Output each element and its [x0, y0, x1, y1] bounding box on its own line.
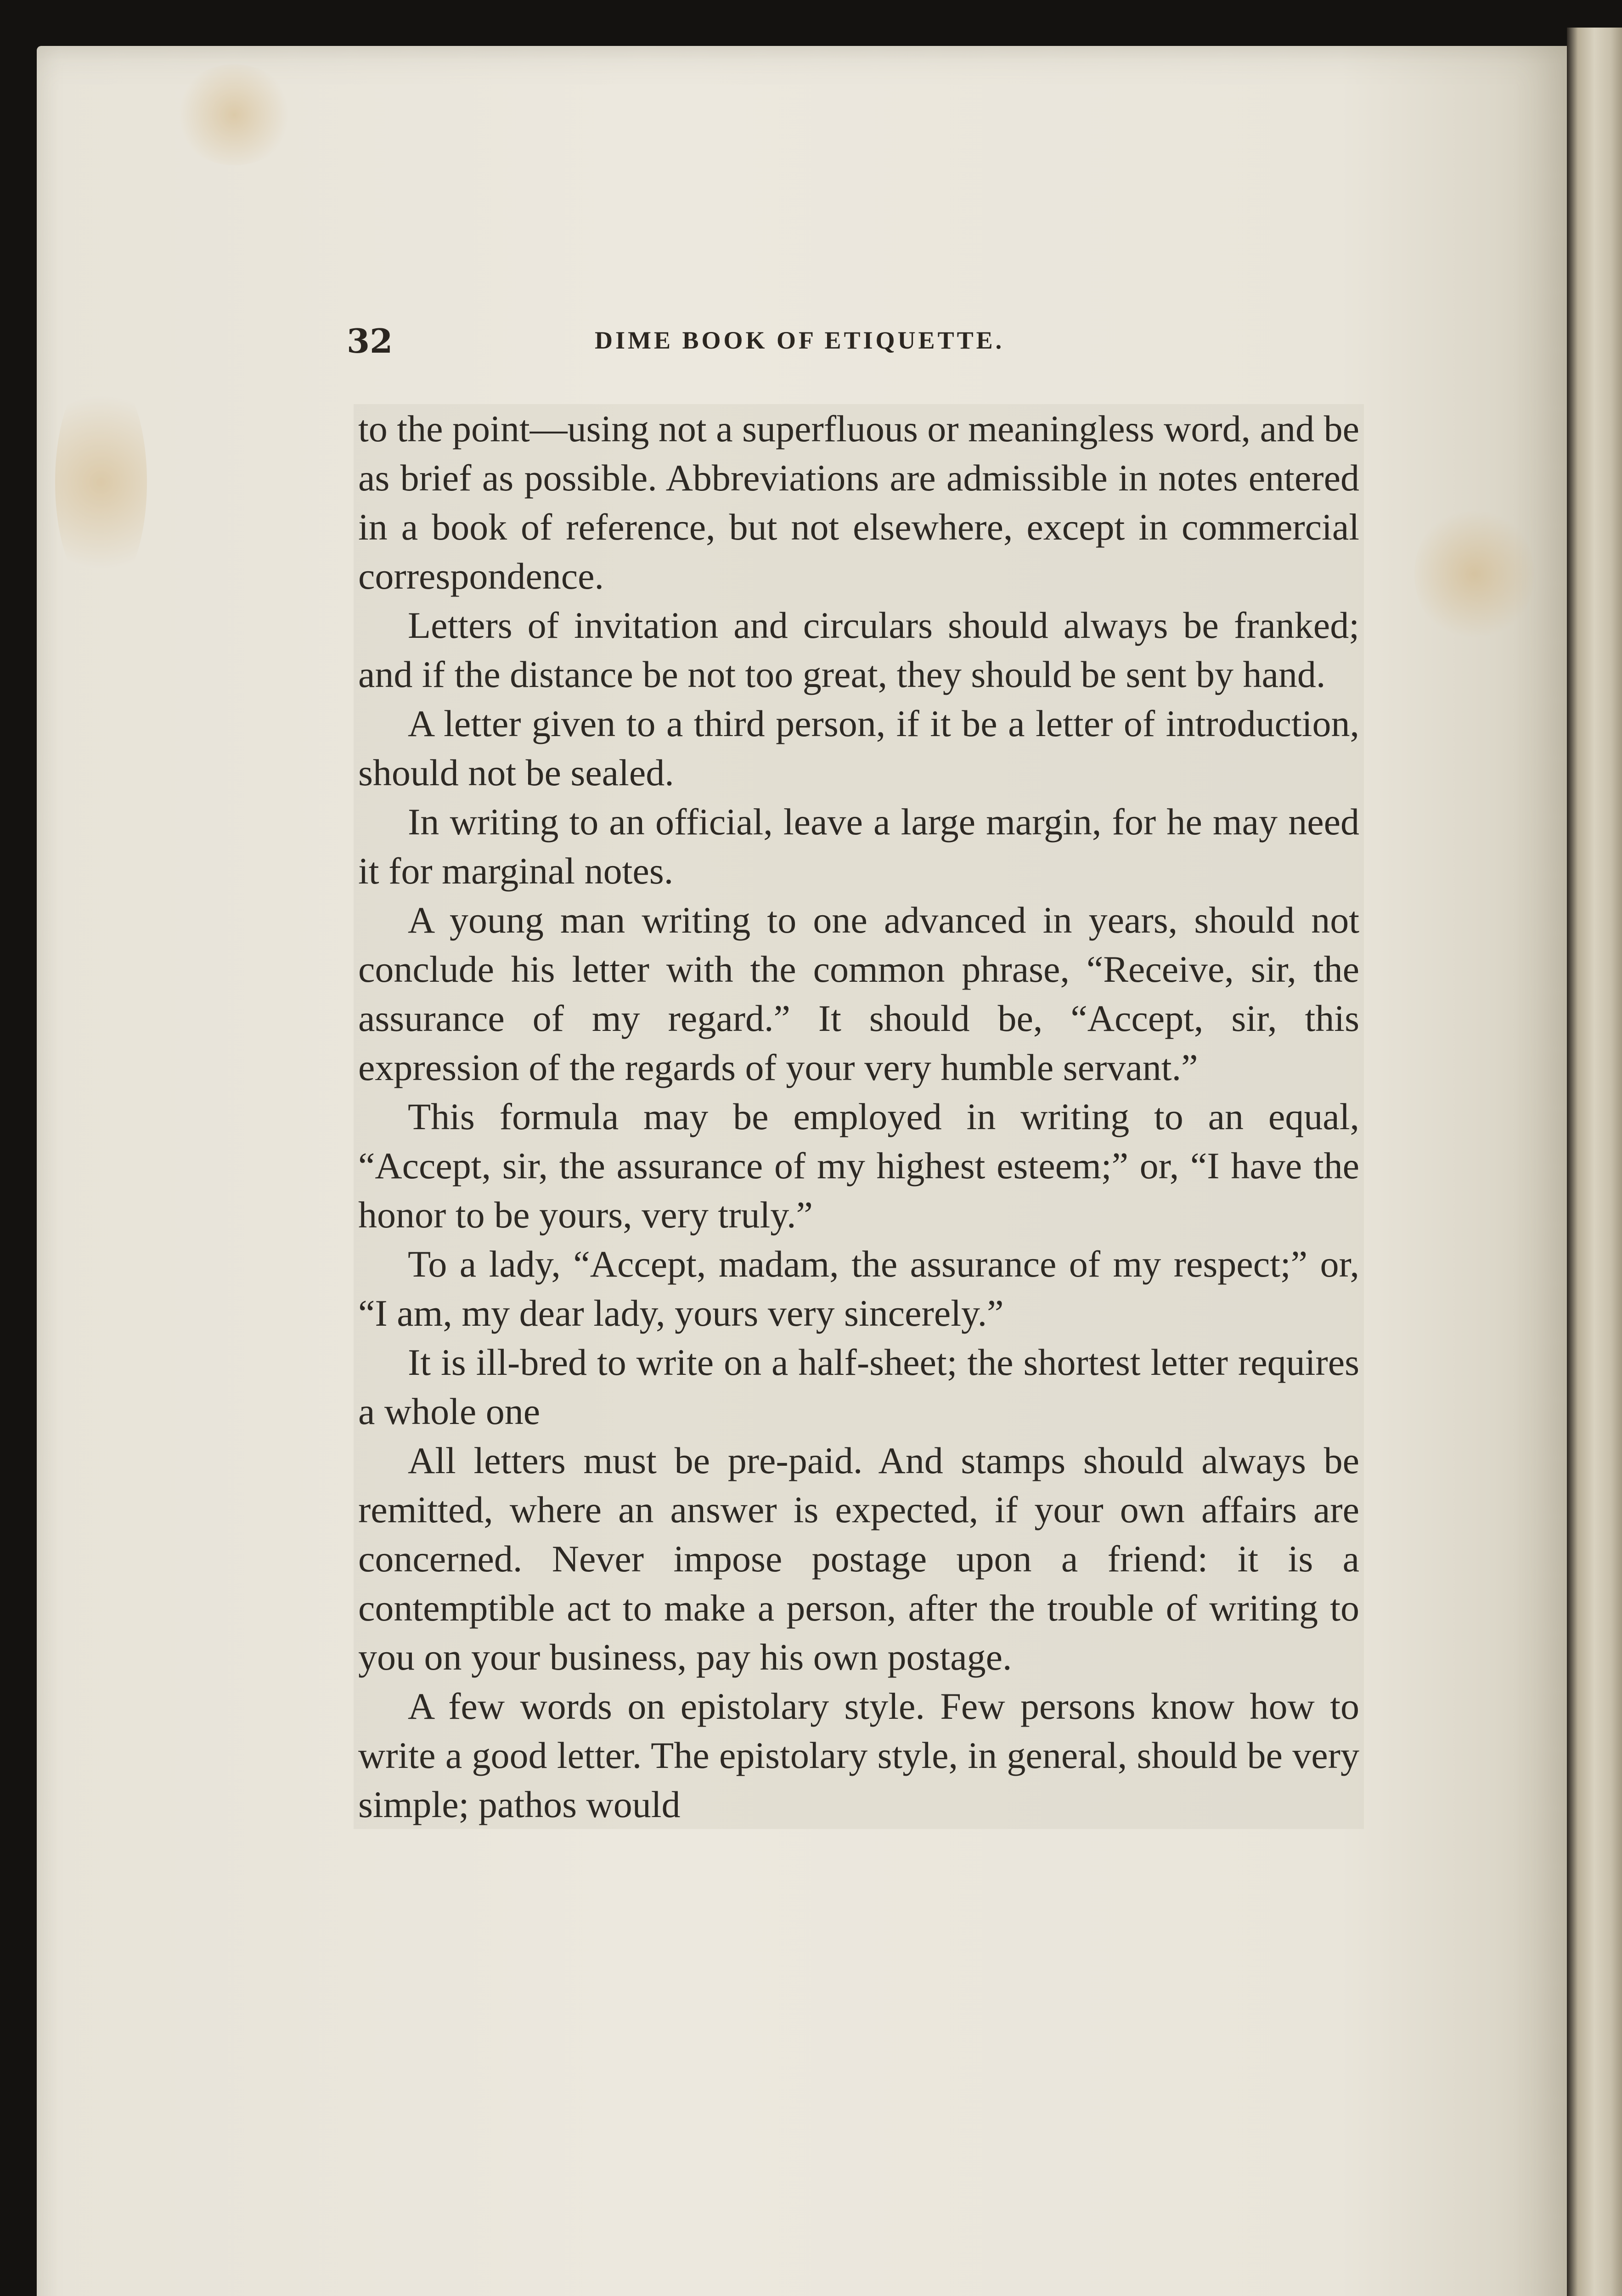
- page-header: [347, 321, 1355, 358]
- body-text: [354, 404, 1364, 1829]
- paragraph: to the point—using not a superfluous or meaningless word, and be as brief as possible. Abbreviations are admissible in notes entered in a book of reference, but not elsewhere, except in commercial correspondence.: [358, 408, 1359, 597]
- paragraph: To a lady, “Accept, madam, the assurance of my respect;” or, “I am, my dear lady, yours very sincerely.”: [358, 1243, 1359, 1334]
- paragraph: A few words on epistolary style. Few persons know how to write a good letter. The epistolary style, in general, should be very simple; pathos would: [358, 1685, 1359, 1825]
- paragraph: In writing to an official, leave a large margin, for he may need it for marginal notes.: [358, 801, 1359, 892]
- page-number: 32: [347, 321, 393, 360]
- adjacent-page-edge: [1567, 28, 1622, 2296]
- age-stain: [55, 367, 147, 597]
- paragraph: Letters of invitation and circulars should always be franked; and if the distance be not too great, they should be sent by hand.: [358, 604, 1359, 695]
- running-title: DIME BOOK OF ETIQUETTE.: [595, 326, 1005, 354]
- paragraph: All letters must be pre-paid. And stamps should always be remitted, where an answer is expected, if your own affairs are concerned. Never impose postage upon a friend: it is a contemptible act to make a person, after the trouble of writing to you on your business, pay his own postage.: [358, 1440, 1359, 1678]
- paragraph: A young man writing to one advanced in years, should not conclude his letter with the common phrase, “Receive, sir, the assurance of my regard.” It should be, “Accept, sir, this expression of the regards of your very humble servant.”: [358, 899, 1359, 1088]
- paragraph: It is ill-bred to write on a half-sheet; the shortest letter requires a whole one: [358, 1341, 1359, 1432]
- book-page: [37, 46, 1571, 2296]
- age-stain: [1414, 505, 1534, 643]
- paragraph: A letter given to a third person, if it be a letter of introduction, should not be sealed.: [358, 703, 1359, 793]
- age-stain: [175, 64, 294, 165]
- paragraph: This formula may be employed in writing to an equal, “Accept, sir, the assurance of my highest esteem;” or, “I have the honor to be yours, very truly.”: [358, 1096, 1359, 1236]
